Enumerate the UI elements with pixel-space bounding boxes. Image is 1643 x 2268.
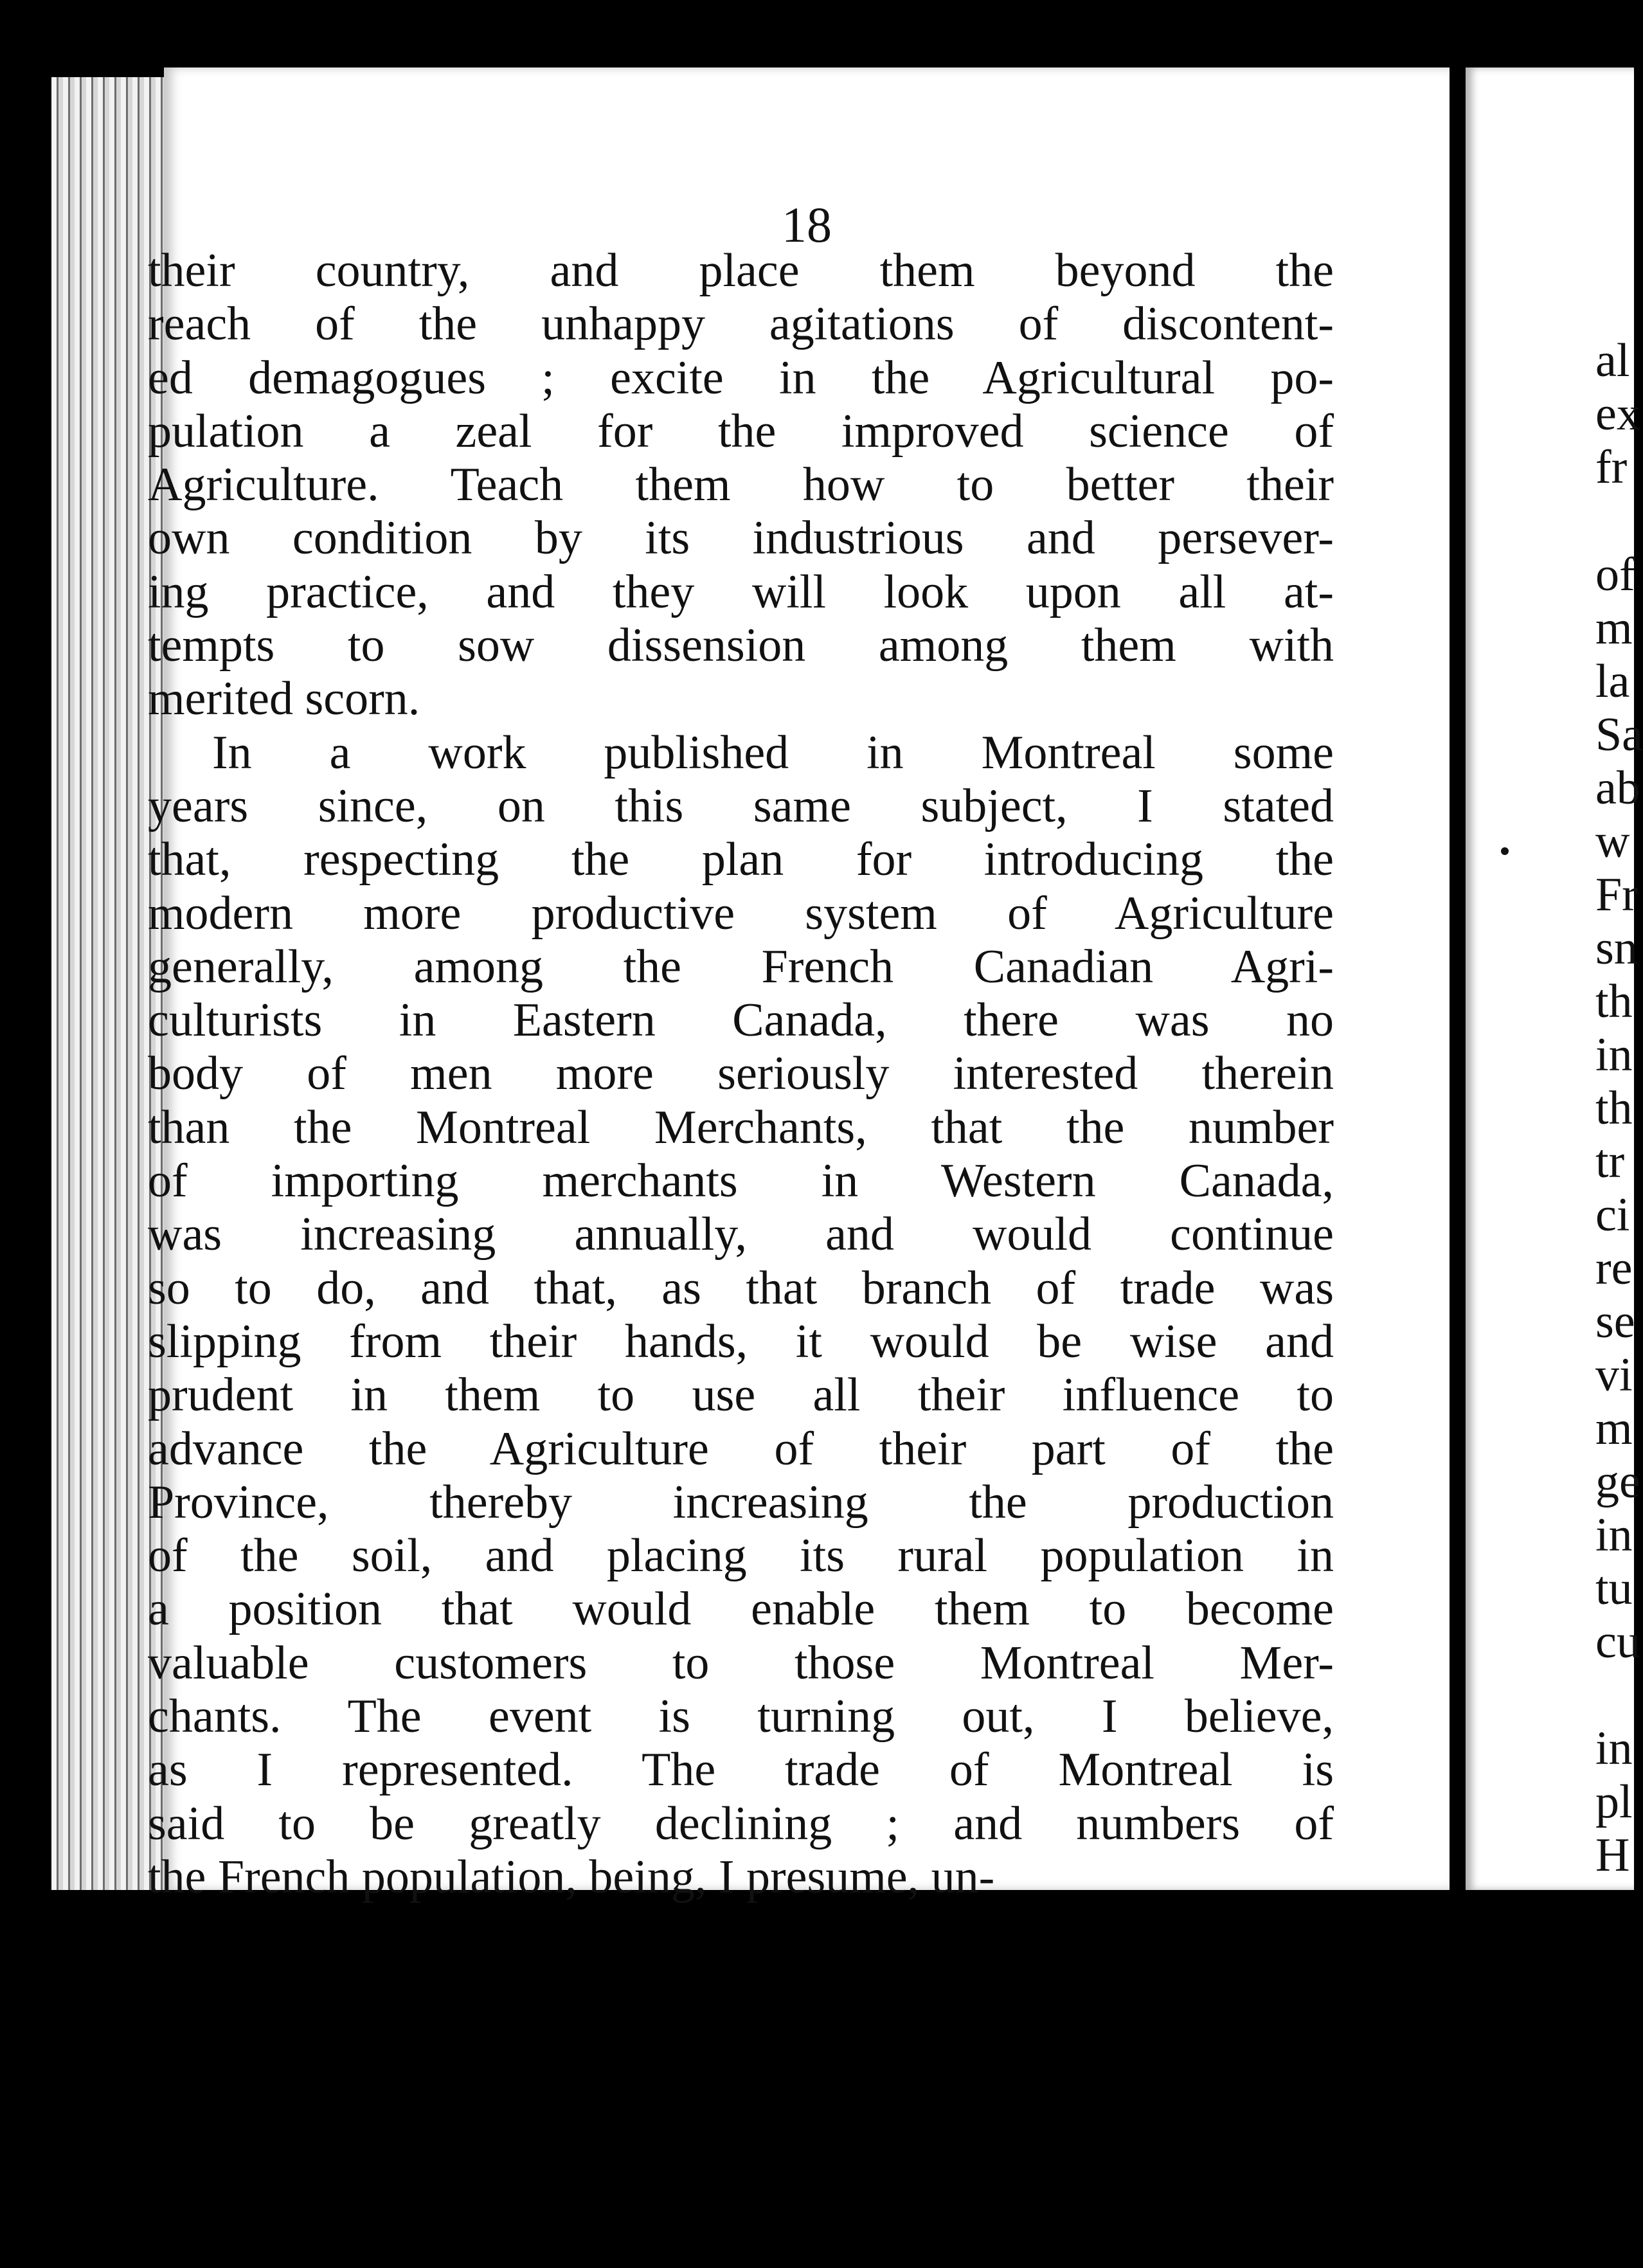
- adjacent-page-fragment: tr: [1595, 1135, 1625, 1188]
- text-line: a position that would enable them to become: [148, 1583, 1334, 1636]
- text-line: modern more productive system of Agriculture: [148, 887, 1334, 940]
- text-line: culturists in Eastern Canada, there was no: [148, 994, 1334, 1047]
- text-line: own condition by its industrious and persever-: [148, 512, 1334, 565]
- text-line: so to do, and that, as that branch of trade was: [148, 1261, 1334, 1315]
- adjacent-page-fragment: se: [1595, 1295, 1635, 1348]
- adjacent-page-fragment: fr: [1595, 441, 1628, 494]
- adjacent-page-fragment: th: [1595, 1082, 1633, 1135]
- adjacent-page-fragment: Fr: [1595, 869, 1638, 921]
- text-line: as I represented. The trade of Montreal is: [148, 1743, 1334, 1797]
- adjacent-page-fragment: in: [1595, 1029, 1633, 1081]
- adjacent-page-fragment: tu: [1595, 1562, 1633, 1615]
- body-text: [148, 244, 1334, 1904]
- text-line: Province, thereby increasing the production: [148, 1475, 1334, 1529]
- text-line: Agriculture. Teach them how to better their: [148, 458, 1334, 512]
- text-line: of the soil, and placing its rural population in: [148, 1529, 1334, 1583]
- text-line: ed demagogues ; excite in the Agricultural po-: [148, 351, 1334, 404]
- adjacent-page-fragment: th: [1595, 975, 1633, 1028]
- text-line: was increasing annually, and would continue: [148, 1208, 1334, 1261]
- adjacent-page-fragment: ci: [1595, 1189, 1630, 1241]
- adjacent-page-fragment: in: [1595, 1722, 1633, 1775]
- text-line: ing practice, and they will look upon all at-: [148, 565, 1334, 618]
- text-line: than the Montreal Merchants, that the number: [148, 1101, 1334, 1154]
- text-line: advance the Agriculture of their part of the: [148, 1422, 1334, 1475]
- adjacent-page-fragment: ge: [1595, 1455, 1640, 1508]
- adjacent-page-fragment: in: [1595, 1509, 1633, 1562]
- text-line: years since, on this same subject, I stated: [148, 779, 1334, 833]
- text-line: of importing merchants in Western Canada,: [148, 1155, 1334, 1208]
- adjacent-page-fragment: al: [1595, 334, 1630, 387]
- adjacent-page-fragment: ex: [1595, 388, 1640, 440]
- adjacent-page-fragment: sn: [1595, 922, 1638, 975]
- ink-speck: [1501, 847, 1509, 855]
- adjacent-page-fragment: of: [1595, 548, 1635, 601]
- adjacent-page-fragment: pl: [1595, 1776, 1633, 1828]
- adjacent-page-fragment: ab: [1595, 762, 1640, 815]
- text-line: body of men more seriously interested therein: [148, 1047, 1334, 1101]
- text-line: chants. The event is turning out, I believe,: [148, 1690, 1334, 1743]
- page-number: 18: [782, 197, 832, 253]
- text-line: reach of the unhappy agitations of discontent-: [148, 298, 1334, 351]
- text-line: prudent in them to use all their influence to: [148, 1369, 1334, 1422]
- adjacent-page-fragment: cu: [1595, 1616, 1640, 1668]
- text-line: slipping from their hands, it would be wise and: [148, 1315, 1334, 1368]
- adjacent-page-fragment: re: [1595, 1242, 1633, 1295]
- paragraph-end-line: merited scorn.: [148, 672, 420, 726]
- adjacent-page-fragment: m: [1595, 602, 1633, 654]
- adjacent-page: [1466, 68, 1643, 1890]
- paragraph-start-line: In a work published in Montreal some: [212, 726, 1334, 779]
- adjacent-page-fragment: vi: [1595, 1349, 1633, 1401]
- text-line: the French population, being, I presume, un-: [148, 1850, 995, 1904]
- text-line: that, respecting the plan for introducing the: [148, 833, 1334, 887]
- text-line: generally, among the French Canadian Agri-: [148, 940, 1334, 993]
- adjacent-page-fragment: m: [1595, 1402, 1633, 1455]
- adjacent-page-fragment: Sa: [1595, 708, 1643, 761]
- text-line: tempts to sow dissension among them with: [148, 619, 1334, 672]
- adjacent-page-fragment: la: [1595, 655, 1630, 708]
- text-line: pulation a zeal for the improved science of: [148, 404, 1334, 458]
- text-line: valuable customers to those Montreal Mer-: [148, 1636, 1334, 1689]
- text-line: their country, and place them beyond the: [148, 244, 1334, 297]
- adjacent-page-fragment: H: [1595, 1829, 1630, 1882]
- adjacent-page-fragment: w: [1595, 815, 1630, 868]
- text-line: said to be greatly declining ; and numbers of: [148, 1797, 1334, 1850]
